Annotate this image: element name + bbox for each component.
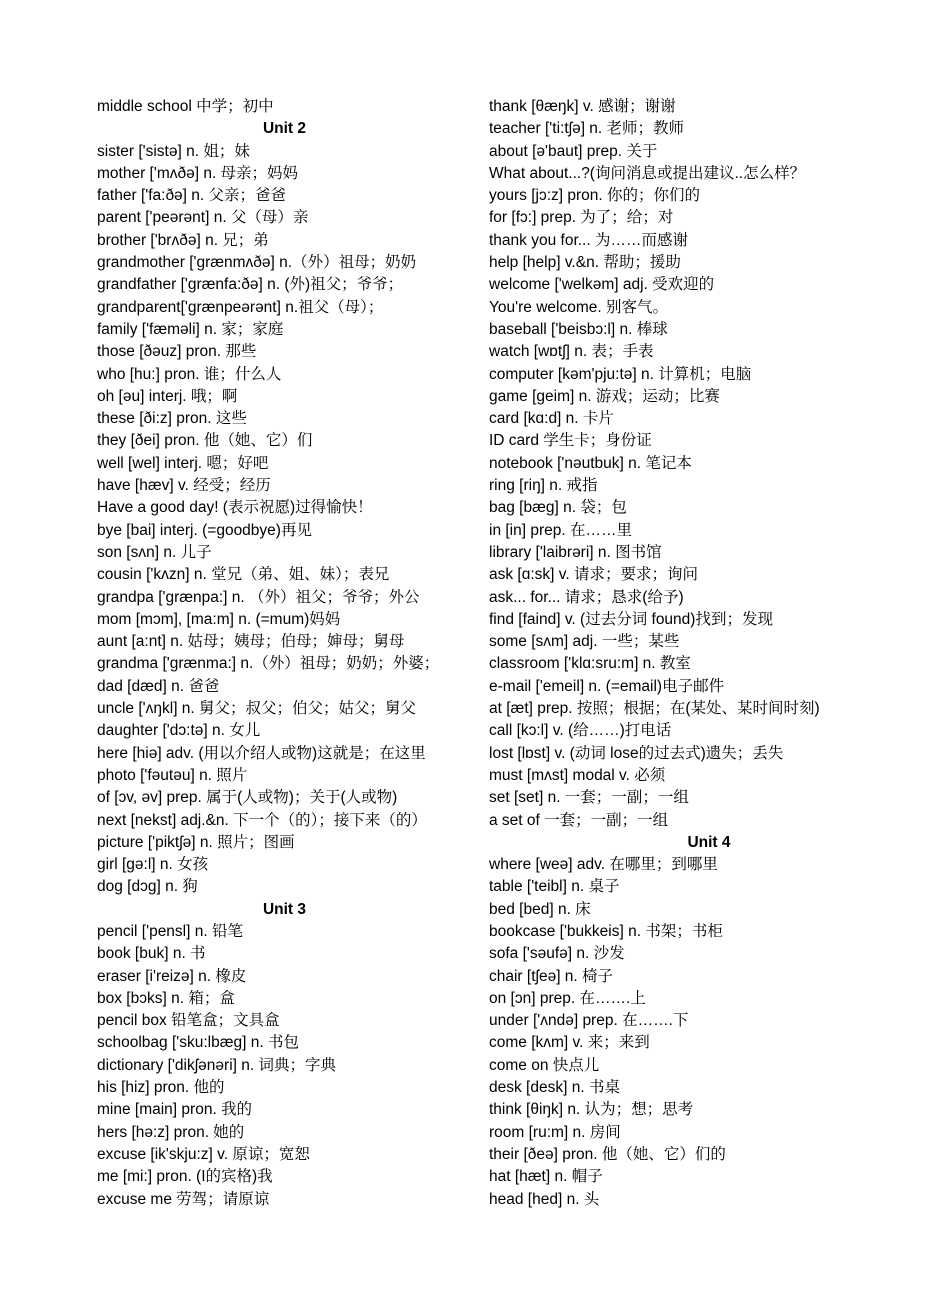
vocabulary-entry: brother ['brʌðə] n. 兄；弟 bbox=[97, 231, 269, 249]
vocabulary-entry: box [bɔks] n. 箱；盒 bbox=[97, 989, 235, 1007]
vocabulary-entry: find [faind] v. (过去分词 found)找到；发现 bbox=[489, 610, 773, 628]
vocabulary-entry: where [weə] adv. 在哪里；到哪里 bbox=[489, 856, 718, 874]
vocabulary-entry: ask... for... 请求；恳求(给予) bbox=[489, 588, 684, 606]
vocabulary-entry: desk [desk] n. 书桌 bbox=[489, 1079, 620, 1097]
vocabulary-entry: daughter ['dɔ:tə] n. 女儿 bbox=[97, 722, 261, 740]
vocabulary-entry: book [buk] n. 书 bbox=[97, 945, 206, 963]
vocabulary-entry: must [mʌst] modal v. 必须 bbox=[489, 766, 666, 784]
vocabulary-entry: set [set] n. 一套；一副；一组 bbox=[489, 789, 689, 807]
vocabulary-entry: head [hed] n. 头 bbox=[489, 1190, 600, 1208]
vocabulary-entry: they [ðei] pron. 他（她、它）们 bbox=[97, 432, 313, 450]
vocabulary-entry: computer [kəm'pju:tə] n. 计算机；电脑 bbox=[489, 365, 752, 383]
vocabulary-entry: bed [bed] n. 床 bbox=[489, 900, 591, 918]
vocabulary-entry: mom [mɔm], [ma:m] n. (=mum)妈妈 bbox=[97, 610, 341, 628]
vocabulary-entry: here [hiə] adv. (用以介绍人或物)这就是；在这里 bbox=[97, 744, 426, 762]
vocabulary-entry: table ['teibl] n. 桌子 bbox=[489, 878, 620, 896]
vocabulary-entry: mine [main] pron. 我的 bbox=[97, 1101, 253, 1119]
vocabulary-entry: schoolbag ['sku:lbæg] n. 书包 bbox=[97, 1034, 299, 1052]
vocabulary-entry: parent ['peərənt] n. 父（母）亲 bbox=[97, 209, 309, 227]
vocabulary-entry: who [hu:] pron. 谁；什么人 bbox=[97, 365, 282, 383]
vocabulary-entry: dictionary ['dikʃənəri] n. 词典；字典 bbox=[97, 1056, 336, 1074]
vocabulary-entry: middle school 中学；初中 bbox=[97, 98, 274, 115]
vocabulary-entry: some [sʌm] adj. 一些；某些 bbox=[489, 633, 680, 651]
vocabulary-column-right bbox=[489, 96, 929, 1211]
vocabulary-column-left bbox=[97, 96, 472, 1211]
vocabulary-entry: girl [gə:l] n. 女孩 bbox=[97, 856, 209, 874]
vocabulary-entry: excuse me 劳驾；请原谅 bbox=[97, 1190, 270, 1208]
vocabulary-entry: dog [dɔg] n. 狗 bbox=[97, 878, 198, 896]
vocabulary-entry: sofa ['səufə] n. 沙发 bbox=[489, 945, 625, 963]
vocabulary-entry: notebook ['nəutbuk] n. 笔记本 bbox=[489, 454, 692, 472]
unit-heading: Unit 4 bbox=[687, 833, 731, 851]
vocabulary-entry: You're welcome. 别客气。 bbox=[489, 298, 668, 316]
vocabulary-entry: uncle ['ʌŋkl] n. 舅父；叔父；伯父；姑父；舅父 bbox=[97, 700, 417, 718]
vocabulary-entry: ID card 学生卡；身份证 bbox=[489, 432, 652, 450]
vocabulary-entry: bag [bæg] n. 袋；包 bbox=[489, 499, 627, 517]
vocabulary-entry: sister ['sistə] n. 姐；妹 bbox=[97, 142, 250, 160]
vocabulary-entry: call [kɔ:l] v. (给……)打电话 bbox=[489, 722, 672, 740]
vocabulary-entry: oh [əu] interj. 哦；啊 bbox=[97, 387, 238, 405]
vocabulary-entry: welcome ['welkəm] adj. 受欢迎的 bbox=[489, 276, 715, 294]
vocabulary-entry: eraser [i'reizə] n. 橡皮 bbox=[97, 967, 247, 985]
vocabulary-entry: game [geim] n. 游戏；运动；比赛 bbox=[489, 387, 720, 405]
vocabulary-entry: ring [riŋ] n. 戒指 bbox=[489, 477, 598, 495]
vocabulary-entry: hat [hæt] n. 帽子 bbox=[489, 1168, 603, 1186]
vocabulary-entry: room [ru:m] n. 房间 bbox=[489, 1123, 621, 1141]
vocabulary-entry: excuse [ik'skju:z] v. 原谅；宽恕 bbox=[97, 1145, 310, 1163]
vocabulary-entry: come [kʌm] v. 来；来到 bbox=[489, 1034, 650, 1052]
vocabulary-entry: bye [bai] interj. (=goodbye)再见 bbox=[97, 521, 312, 539]
vocabulary-entry: picture ['piktʃə] n. 照片；图画 bbox=[97, 833, 295, 851]
vocabulary-entry: dad [dæd] n. 爸爸 bbox=[97, 677, 220, 695]
vocabulary-entry: have [hæv] v. 经受；经历 bbox=[97, 477, 271, 495]
vocabulary-entry: grandma ['grænma:] n.（外）祖母；奶奶；外婆； bbox=[97, 655, 440, 673]
unit-heading: Unit 3 bbox=[262, 900, 307, 918]
unit-heading: Unit 2 bbox=[262, 120, 307, 138]
vocabulary-entry: their [ðeə] pron. 他（她、它）们的 bbox=[489, 1145, 726, 1163]
vocabulary-entry: of [ɔv, əv] prep. 属于(人或物)；关于(人或物) bbox=[97, 789, 398, 807]
vocabulary-entry: well [wel] interj. 嗯；好吧 bbox=[97, 454, 269, 472]
vocabulary-entry: yours [jɔ:z] pron. 你的；你们的 bbox=[489, 187, 701, 205]
vocabulary-entry: father ['fa:ðə] n. 父亲；爸爸 bbox=[97, 187, 287, 205]
vocabulary-entry: me [mi:] pron. (I的宾格)我 bbox=[97, 1168, 273, 1186]
vocabulary-entry: card [kɑ:d] n. 卡片 bbox=[489, 410, 614, 428]
vocabulary-entry: under ['ʌndə] prep. 在…….下 bbox=[489, 1012, 689, 1030]
vocabulary-entry: What about...?(询问消息或提出建议..怎么样？ bbox=[489, 164, 806, 182]
vocabulary-entry: mother ['mʌðə] n. 母亲；妈妈 bbox=[97, 164, 299, 182]
vocabulary-entry: next [nekst] adj.&n. 下一个（的）；接下来（的） bbox=[97, 811, 427, 829]
vocabulary-entry: lost [lɒst] v. (动词 lose的过去式)遗失；丢失 bbox=[489, 744, 784, 762]
vocabulary-entry: son [sʌn] n. 儿子 bbox=[97, 543, 212, 561]
vocabulary-entry: those [ðəuz] pron. 那些 bbox=[97, 343, 257, 361]
vocabulary-entry: these [ði:z] pron. 这些 bbox=[97, 410, 247, 428]
vocabulary-entry: think [θiŋk] n. 认为；想；思考 bbox=[489, 1101, 694, 1119]
vocabulary-entry: chair [tʃeə] n. 椅子 bbox=[489, 967, 614, 985]
vocabulary-entry: classroom ['klɑ:sru:m] n. 教室 bbox=[489, 655, 691, 673]
vocabulary-entry: teacher ['ti:tʃə] n. 老师；教师 bbox=[489, 120, 685, 138]
vocabulary-entry: e-mail ['emeil] n. (=email)电子邮件 bbox=[489, 677, 725, 695]
vocabulary-entry: grandpa ['grænpa:] n. （外）祖父；爷爷；外公 bbox=[97, 588, 420, 606]
vocabulary-entry: Have a good day! (表示祝愿)过得愉快！ bbox=[97, 499, 373, 517]
vocabulary-entry: library ['laibrəri] n. 图书馆 bbox=[489, 543, 662, 561]
vocabulary-entry: ask [ɑ:sk] v. 请求；要求；询问 bbox=[489, 566, 698, 584]
vocabulary-entry: aunt [a:nt] n. 姑母；姨母；伯母；婶母；舅母 bbox=[97, 633, 405, 651]
vocabulary-entry: at [æt] prep. 按照；根据；在(某处、某时间时刻) bbox=[489, 700, 820, 718]
vocabulary-entry: his [hiz] pron. 他的 bbox=[97, 1079, 225, 1097]
vocabulary-entry: grandparent['grænpeərənt] n.祖父（母）； bbox=[97, 298, 384, 316]
vocabulary-entry: photo ['fəutəu] n. 照片 bbox=[97, 766, 248, 784]
vocabulary-entry: for [fɔ:] prep. 为了；给；对 bbox=[489, 209, 674, 227]
vocabulary-entry: thank [θæŋk] v. 感谢；谢谢 bbox=[489, 98, 676, 115]
vocabulary-entry: family ['fæməli] n. 家；家庭 bbox=[97, 320, 284, 338]
vocabulary-entry: pencil ['pensl] n. 铅笔 bbox=[97, 922, 243, 940]
vocabulary-entry: a set of 一套；一副；一组 bbox=[489, 811, 669, 829]
vocabulary-entry: watch [wɒtʃ] n. 表；手表 bbox=[489, 343, 654, 361]
vocabulary-entry: about [ə'baut] prep. 关于 bbox=[489, 142, 658, 160]
vocabulary-entry: bookcase ['bukkeis] n. 书架；书柜 bbox=[489, 922, 723, 940]
vocabulary-entry: in [in] prep. 在……里 bbox=[489, 521, 632, 539]
vocabulary-entry: baseball ['beisbɔ:l] n. 棒球 bbox=[489, 320, 668, 338]
vocabulary-entry: pencil box 铅笔盒；文具盒 bbox=[97, 1012, 280, 1030]
vocabulary-entry: come on 快点儿 bbox=[489, 1056, 600, 1074]
vocabulary-entry: help [help] v.&n. 帮助；援助 bbox=[489, 254, 681, 272]
vocabulary-entry: thank you for... 为……而感谢 bbox=[489, 231, 688, 249]
vocabulary-entry: grandmother ['grænmʌðə] n.（外）祖母；奶奶 bbox=[97, 254, 417, 272]
vocabulary-entry: hers [hə:z] pron. 她的 bbox=[97, 1123, 245, 1141]
vocabulary-entry: grandfather ['grænfa:ðə] n. (外)祖父；爷爷； bbox=[97, 276, 404, 294]
vocabulary-entry: on [ɔn] prep. 在…….上 bbox=[489, 989, 646, 1007]
vocabulary-entry: cousin ['kʌzn] n. 堂兄（弟、姐、妹）；表兄 bbox=[97, 566, 390, 584]
